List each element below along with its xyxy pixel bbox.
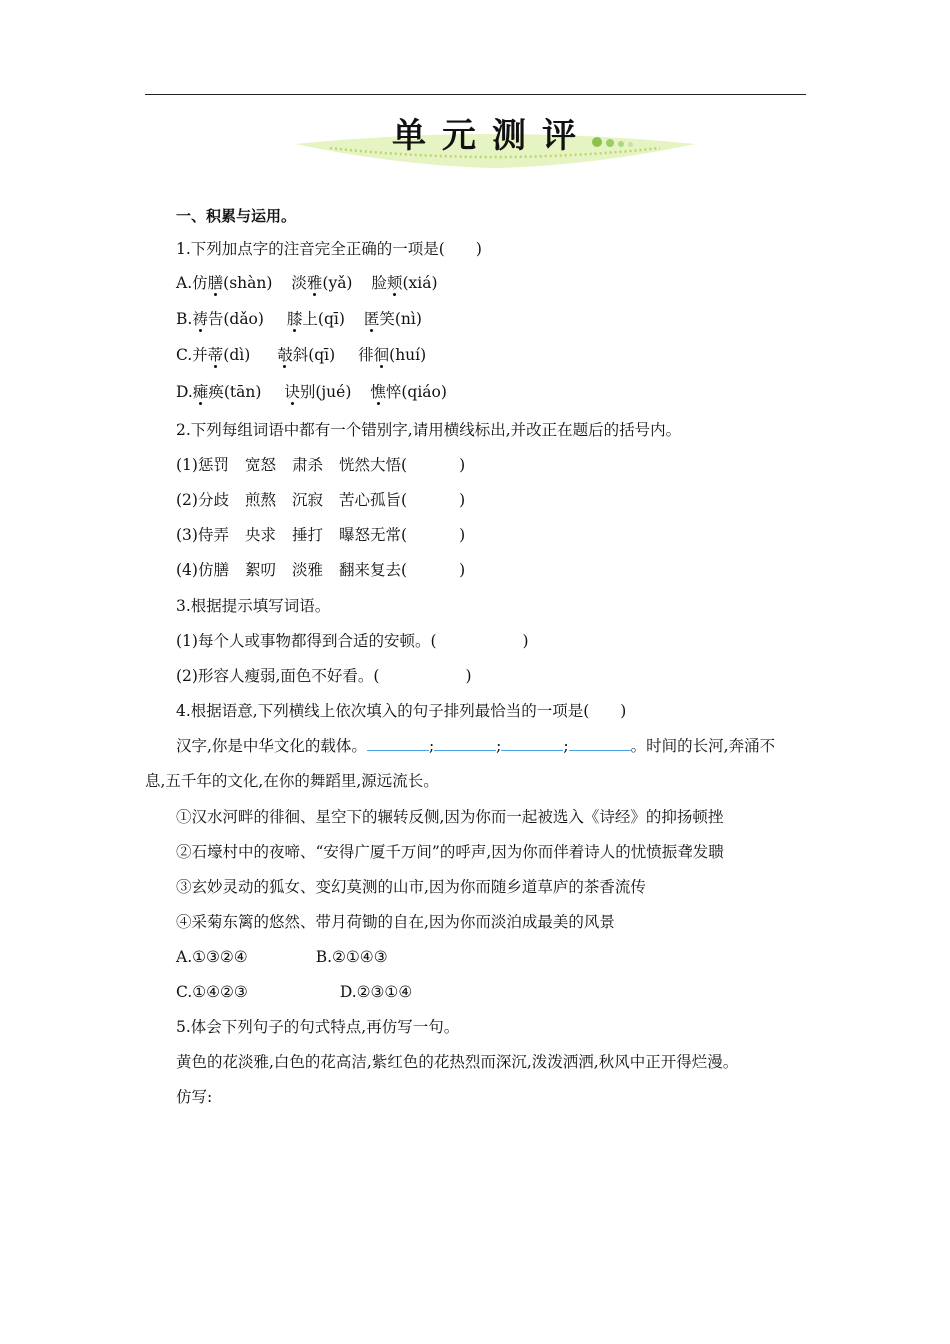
answer-paren[interactable]: ( ) <box>401 491 466 509</box>
title-dot-ornament <box>592 137 602 147</box>
question-3-item[interactable]: (2)形容人瘦弱,面色不好看。( ) <box>176 667 472 685</box>
option-label: D. <box>176 383 193 401</box>
question-2-row[interactable] <box>176 559 465 581</box>
question-5-stem: 5.体会下列句子的句式特点,再仿写一句。 <box>176 1018 460 1036</box>
option-text: 并 <box>192 346 208 364</box>
page-title: 单元测评 <box>392 116 592 156</box>
word: 宽怒 <box>244 456 276 474</box>
option-text: (huí) <box>389 346 427 364</box>
option-text: (yǎ) <box>322 274 353 292</box>
question-1-option-b[interactable] <box>176 308 422 330</box>
question-1-option-d[interactable] <box>176 381 447 403</box>
option-text: 淡 <box>291 274 307 292</box>
dotted-char: 蒂 <box>207 346 224 364</box>
dotted-char: 憔 <box>370 383 386 401</box>
title-dot-ornament <box>606 139 614 147</box>
word: 恍然大悟 <box>339 456 402 474</box>
item-text: (2)形容人瘦弱,面色不好看。( <box>176 667 380 685</box>
choice-a[interactable]: A.①③②④ <box>176 948 248 966</box>
answer-paren[interactable]: ( ) <box>401 526 466 544</box>
option-text: (shàn) <box>223 274 273 292</box>
word: 仿膳 <box>197 561 229 579</box>
question-1-option-c[interactable] <box>176 344 426 366</box>
question-2-row[interactable] <box>176 489 465 511</box>
question-3-item[interactable]: (1)每个人或事物都得到合适的安顿。( ) <box>176 632 529 650</box>
answer-paren[interactable]: ( ) <box>401 456 466 474</box>
word: 沉寂 <box>292 491 324 509</box>
choice-b[interactable]: B.②①④③ <box>315 948 388 966</box>
fill-blank[interactable] <box>569 736 631 751</box>
item-text: (1)每个人或事物都得到合适的安顿。( <box>176 632 437 650</box>
question-4-sentence: ③玄妙灵动的狐女、变幻莫测的山市,因为你而随乡道草庐的茶香流传 <box>176 878 646 896</box>
option-text: 笑(nì) <box>379 310 422 328</box>
option-label: A. <box>176 274 193 292</box>
question-4-stem: 4.根据语意,下列横线上依次填入的句子排列最恰当的一项是( ) <box>176 702 627 720</box>
question-3-stem: 3.根据提示填写词语。 <box>176 597 331 615</box>
question-4-choices-row <box>176 981 412 1003</box>
dotted-char: 祷 <box>192 310 208 328</box>
question-4-sentence: ①汉水河畔的徘徊、星空下的辗转反侧,因为你而一起被选入《诗经》的抑扬顿挫 <box>176 808 724 826</box>
question-2-stem: 2.下列每组词语中都有一个错别字,请用横线标出,并改正在题后的括号内。 <box>176 421 682 439</box>
question-5-prompt[interactable]: 仿写: <box>176 1088 213 1106</box>
option-text: 痪(tān) <box>208 383 262 401</box>
question-5-example: 黄色的花淡雅,白色的花高洁,紫红色的花热烈而深沉,泼泼洒洒,秋风中正开得烂漫。 <box>176 1053 739 1071</box>
word: 曝怒无常 <box>339 526 402 544</box>
option-text: 告(dǎo) <box>207 310 264 328</box>
answer-paren[interactable]: ( ) <box>401 561 466 579</box>
separator: ; <box>428 737 435 755</box>
word: 侍弄 <box>197 526 229 544</box>
question-4-passage[interactable] <box>176 735 775 757</box>
title-dot-ornament <box>618 141 624 147</box>
dotted-char: 瘫 <box>192 383 209 401</box>
option-label: B. <box>176 310 193 328</box>
option-text: 脸 <box>371 274 387 292</box>
row-number: (4) <box>176 561 198 579</box>
question-4-choices-row <box>176 946 388 968</box>
word: 分歧 <box>197 491 229 509</box>
dotted-char: 匿 <box>363 310 380 328</box>
word: 肃杀 <box>292 456 324 474</box>
fill-blank[interactable] <box>501 736 563 751</box>
row-number: (2) <box>176 491 198 509</box>
title-dot-ornament <box>628 142 633 147</box>
option-text: 悴(qiáo) <box>385 383 447 401</box>
question-1-stem: 1.下列加点字的注音完全正确的一项是( ) <box>176 240 482 258</box>
question-1-option-a[interactable] <box>176 272 438 294</box>
fill-blank[interactable] <box>367 736 429 751</box>
separator: ; <box>563 737 569 755</box>
option-text: (dì) <box>223 346 251 364</box>
dotted-char: 徊 <box>373 346 390 364</box>
fill-blank[interactable] <box>434 736 496 751</box>
option-text: (xiá) <box>402 274 438 292</box>
option-label: C. <box>176 346 193 364</box>
question-4-sentence: ②石壕村中的夜啼、“安得广厦千万间”的呼声,因为你而伴着诗人的忧愤振聋发聩 <box>176 843 724 861</box>
word: 淡雅 <box>292 561 324 579</box>
passage-text: 汉字,你是中华文化的载体。 <box>176 737 367 755</box>
choice-c[interactable]: C.①④②③ <box>176 983 248 1001</box>
section-heading: 一、积累与运用。 <box>176 207 297 225</box>
word: 央求 <box>244 526 276 544</box>
dotted-char: 膝 <box>286 310 303 328</box>
option-text: 徘 <box>358 346 374 364</box>
dotted-char: 攲 <box>277 346 293 364</box>
option-text: 别(jué) <box>299 383 352 401</box>
question-4-sentence: ④采菊东篱的悠然、带月荷锄的自在,因为你而淡泊成最美的风景 <box>176 913 615 931</box>
passage-text: 。时间的长河,奔涌不 <box>630 737 776 755</box>
row-number: (3) <box>176 526 198 544</box>
word: 惩罚 <box>197 456 229 474</box>
option-text: 上(qī) <box>302 310 345 328</box>
dotted-char: 膳 <box>207 274 224 292</box>
option-text: 斜(qī) <box>292 346 336 364</box>
separator: ; <box>496 737 502 755</box>
dotted-char: 雅 <box>306 274 323 292</box>
option-text: 仿 <box>192 274 208 292</box>
word: 苦心孤旨 <box>339 491 402 509</box>
word: 煎熬 <box>244 491 276 509</box>
word: 捶打 <box>292 526 324 544</box>
choice-d[interactable]: D.②③①④ <box>339 983 413 1001</box>
dotted-char: 诀 <box>284 383 300 401</box>
question-2-row[interactable] <box>176 454 465 476</box>
word: 翻来复去 <box>339 561 402 579</box>
header-rule <box>145 94 806 95</box>
word: 絮叨 <box>244 561 276 579</box>
question-4-passage-cont: 息,五千年的文化,在你的舞蹈里,源远流长。 <box>145 772 439 790</box>
dotted-char: 颊 <box>386 274 403 292</box>
question-2-row[interactable] <box>176 524 465 546</box>
row-number: (1) <box>176 456 198 474</box>
